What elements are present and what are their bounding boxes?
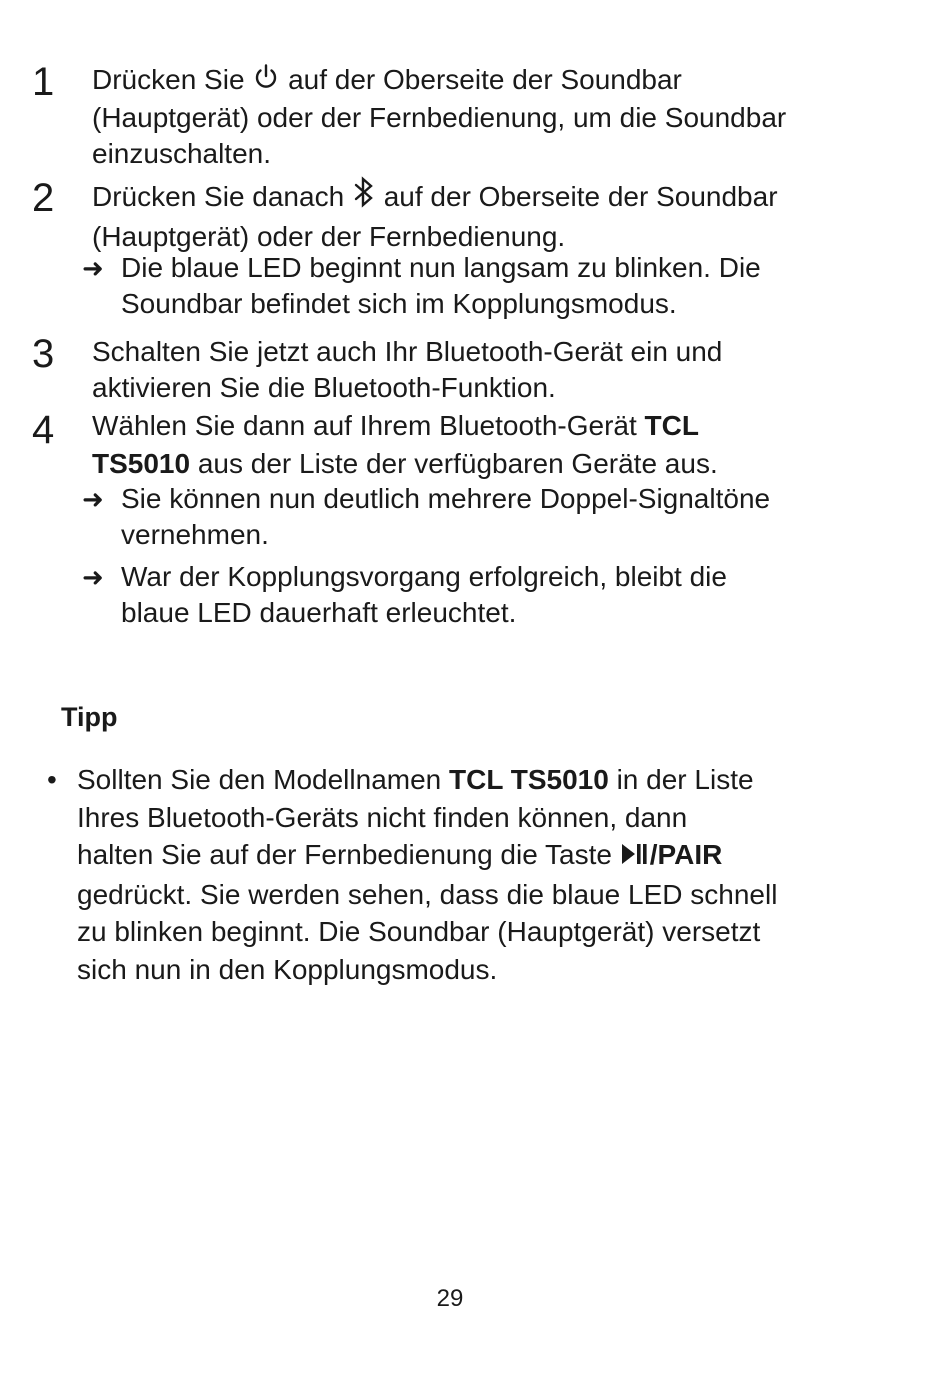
result-line: Die blaue LED beginnt nun langsam zu blinken. Die [121,252,761,283]
pair-label: /PAIR [649,839,723,870]
step-number: 3 [32,332,55,376]
tip-text-segment: halten Sie auf der Fernbedienung die Taste [77,839,620,870]
play-pause-icon [620,838,650,876]
page-number: 29 [436,1285,464,1312]
tip-line [77,836,877,876]
model-name: TCL TS5010 [449,764,609,795]
result-line: blaue LED dauerhaft erleuchtet. [121,597,517,628]
step-number: 2 [32,176,55,220]
step-line: (Hauptgerät) oder der Fernbedienung. [92,221,566,252]
step-text-segment: aus der Liste der verfügbaren Geräte aus. [190,448,718,479]
tip-line: sich nun in den Kopplungsmodus. [77,953,498,985]
result-text [121,559,881,631]
result-line: vernehmen. [121,519,269,550]
step-instruction [92,334,882,406]
step-number: 4 [32,408,55,452]
step-instruction [92,62,882,172]
arrow-icon: ➜ [82,484,104,514]
step-text-segment: Drücken Sie [92,64,253,95]
tip-heading: Tipp [61,702,118,732]
step-line [92,446,882,482]
bluetooth-icon [352,176,376,217]
step-line: (Hauptgerät) oder der Fernbedienung, um die Soundbar [92,102,787,133]
result-line: War der Kopplungsvorgang erfolgreich, bleibt die [121,561,727,592]
tip-text [77,761,877,988]
tip-line: Ihres Bluetooth-Geräts nicht finden können, dann [77,801,688,833]
step-line: einzuschalten. [92,138,272,169]
arrow-icon: ➜ [82,562,104,592]
step-line [92,408,882,444]
step-text-segment: auf der Oberseite der Soundbar [375,181,778,212]
step-line: aktivieren Sie die Bluetooth-Funktion. [92,372,556,403]
step-line [92,62,882,100]
result-line: Sie können nun deutlich mehrere Doppel-Signaltöne [121,483,771,514]
step-number: 1 [32,60,55,104]
tip-text-segment: Sollten Sie den Modellnamen [77,764,450,795]
step-instruction [92,408,882,482]
result-text [121,250,881,322]
power-icon [252,63,280,100]
result-text [121,481,881,553]
tip-line: zu blinken beginnt. Die Soundbar (Hauptgerät) versetzt [77,916,761,947]
model-name: TCL [644,410,699,441]
arrow-icon: ➜ [82,253,104,283]
model-name: TS5010 [92,448,191,479]
step-line [92,176,882,217]
result-line: Soundbar befindet sich im Kopplungsmodus. [121,288,677,319]
step-text-segment: auf der Oberseite der Soundbar [280,64,682,95]
tip-line [77,761,877,799]
step-text-segment: Wählen Sie dann auf Ihrem Bluetooth-Gerät [92,410,645,441]
step-instruction [92,176,882,255]
tip-line: gedrückt. Sie werden sehen, dass die blaue LED schnell [77,878,778,910]
tip-text-segment: in der Liste [608,764,754,795]
step-text-segment: Drücken Sie danach [92,181,352,212]
bullet: • [47,764,57,795]
step-line: Schalten Sie jetzt auch Ihr Bluetooth-Gerät ein und [92,336,723,367]
